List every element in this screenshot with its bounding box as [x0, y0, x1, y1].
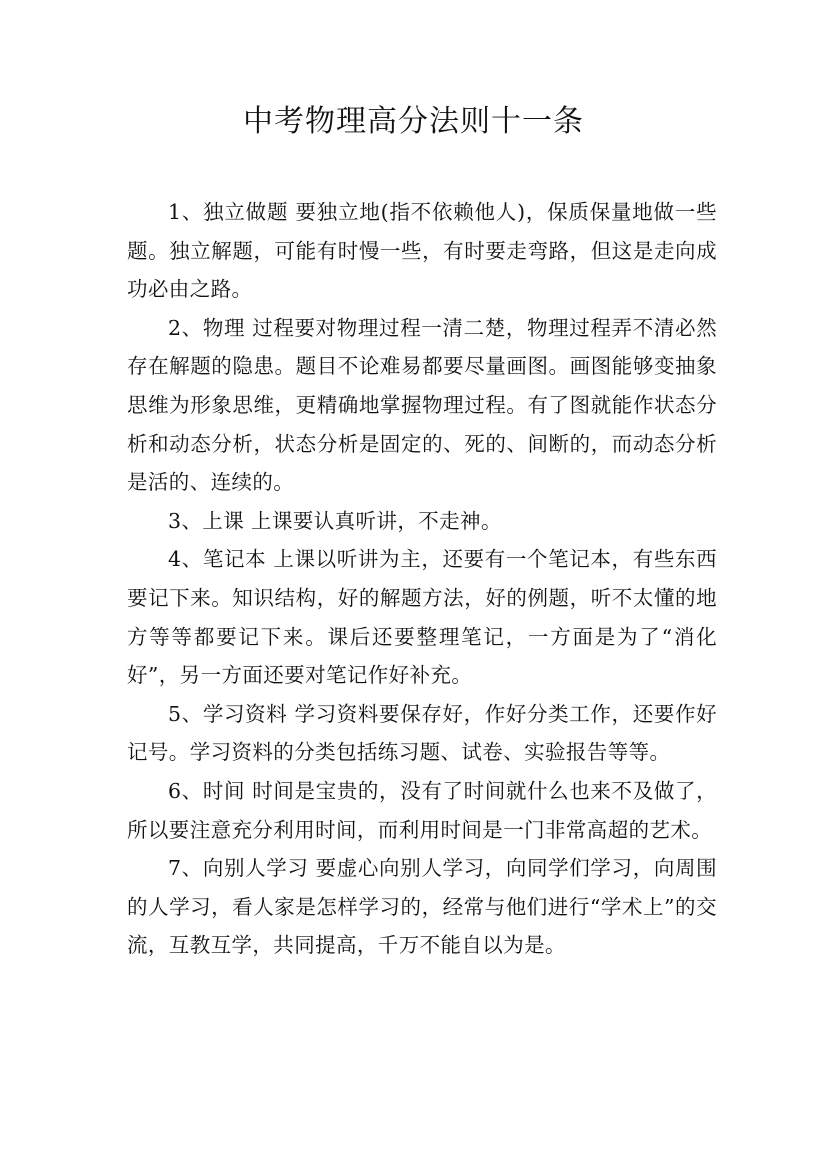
document-title: 中考物理高分法则十一条	[243, 104, 584, 139]
paragraph-1: 1、独立做题 要独立地(指不依赖他人)，保质保量地做一些题。独立解题，可能有时慢一些，有时要走弯路，但这是走向成功必由之路。	[127, 200, 717, 302]
paragraph-5: 5、学习资料 学习资料要保存好，作好分类工作，还要作好记号。学习资料的分类包括练习题、试卷、实验报告等等。	[127, 701, 717, 765]
paragraph-2: 2、物理 过程要对物理过程一清二楚，物理过程弄不清必然存在解题的隐患。题目不论难易都要尽量画图。画图能够变抽象思维为形象思维，更精确地掌握物理过程。有了图就能作状态分析和动态分析，状态分析是固定的、死的、间断的，而动态分析是活的、连续的。	[127, 315, 717, 495]
paragraph-3: 3、上课 上课要认真听讲，不走神。	[168, 508, 502, 533]
paragraph-4: 4、笔记本 上课以听讲为主，还要有一个笔记本，有些东西要记下来。知识结构，好的解题方法，好的例题，听不太懂的地方等等都要记下来。课后还要整理笔记，一方面是为了“消化好”，另一方面还要对笔记作好补充。	[127, 547, 717, 688]
paragraph-6: 6、时间 时间是宝贵的，没有了时间就什么也来不及做了，所以要注意充分利用时间，而利用时间是一门非常高超的艺术。	[127, 778, 717, 842]
document-body	[127, 193, 717, 965]
paragraph-7: 7、向别人学习 要虚心向别人学习，向同学们学习，向周围的人学习，看人家是怎样学习的，经常与他们进行“学术上”的交流，互教互学，共同提高，千万不能自以为是。	[127, 856, 717, 958]
